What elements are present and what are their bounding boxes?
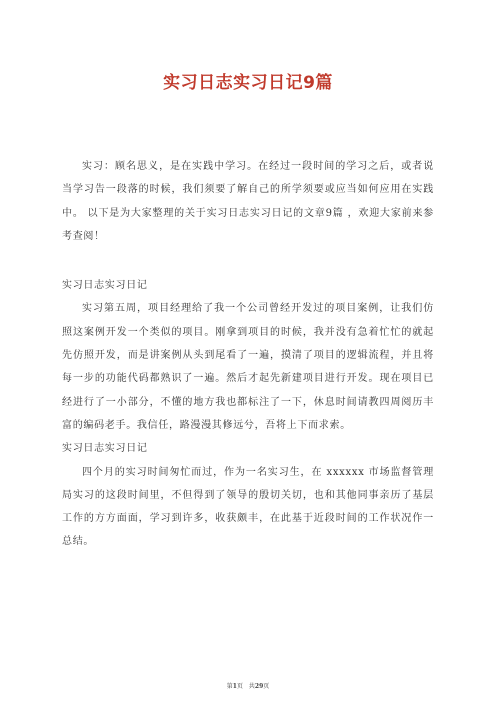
- footer-page-number: 1: [232, 683, 237, 690]
- page-footer: [0, 681, 496, 690]
- footer-total-pages: 29: [254, 683, 264, 690]
- intro-paragraph: 实习：顾名思义，是在实践中学习。在经过一段时间的学习之后，或者说当学习告一段落的时候，我们须要了解自己的所学须要或应当如何应用在实践中。 以下是为大家整理的关于实习日志实习日记的文章9篇 ，欢迎大家前来参考查阅！: [62, 161, 434, 242]
- document-title: 实习日志实习日记9篇: [163, 73, 333, 93]
- section-paragraph-2: 四个月的实习时间匆忙而过，作为一名实习生，在 xxxxxx 市场监督管理局实习的这段时间里，不但得到了领导的殷切关切，也和其他同事亲历了基层工作的方方面面，学习到许多，收获颇丰，在此基于近段时间的工作状况作一总结。: [62, 466, 434, 548]
- section-paragraph-1: 实习第五周，项目经理给了我一个公司曾经开发过的项目案例，让我们仿照这案例开发一个类似的项目。刚拿到项目的时候，我并没有急着忙忙的就起先仿照开发，而是讲案例从头到尾看了一遍，摸清了项目的逻辑流程，并且将每一步的功能代码都熟识了一遍。然后才起先新建项目进行开发。现在项目已经进行了一小部分，不懂的地方我也都标注了一下，休息时间请教四周阅历丰富的编码老手。我信任，路漫漫其修远兮，吾将上下而求索。: [62, 303, 434, 431]
- document-body: [62, 155, 434, 554]
- footer-prefix: 第: [226, 683, 233, 690]
- footer-middle: 页 共: [236, 683, 255, 690]
- footer-suffix: 页: [263, 683, 270, 690]
- section-heading-2: 实习日志实习日记: [62, 443, 148, 455]
- section-heading-1: 实习日志实习日记: [62, 280, 148, 292]
